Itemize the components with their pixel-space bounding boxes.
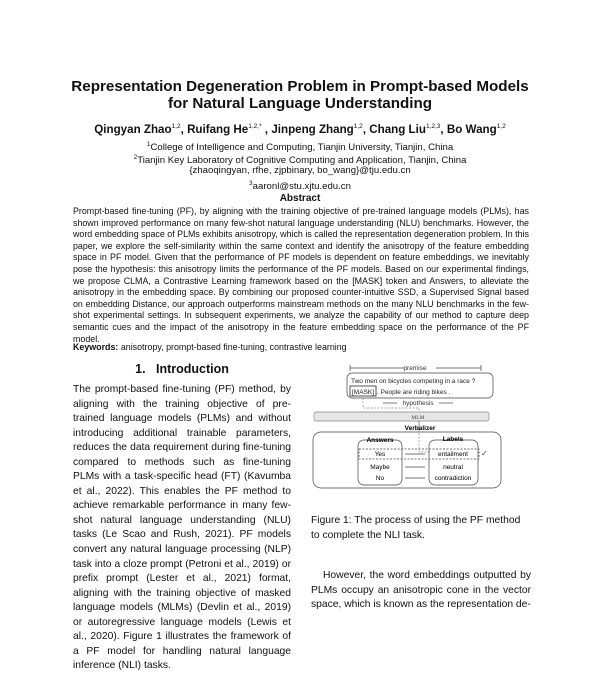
label-neutral: neutral xyxy=(443,464,463,471)
title-line: Representation Degeneration Problem in Prompt-based Models xyxy=(71,78,529,95)
answer-yes: Yes xyxy=(374,451,386,458)
abstract-text: Prompt-based fine-tuning (PF), by aligning with the training objective of pre-trained language models (PLMs), has shown improved performance on many few-shot natural language understanding (NLU) benchmarks. However, the word embedding space of PLMs exhibits anisotropy, which is called the representation degeneration problem. In this paper, we explore the self-similarity within the same context and identify the anisotropy of the feature embedding space in PF model. Given that the performance of PF models is dependent on feature embeddings, we inevitably pose the hypothesis: this anisotropy limits the performance of the PF models. Based on our experimental findings, we propose CLMA, a Contrastive Learning framework based on the [MASK] token and Answers, to alleviate the anisotropy in the embedding space. By combining our proposed counter-intuitive SSD, a Supervised Signal based on embedding Distance, our approach outperforms mainstream methods on the many NLU benchmarks in the few-shot experimental settings. In subsequent experiments, we analyze the capability of our method to capture deep semantic cues and the impact of the anisotropy in the feature embedding space on the performance of the PF model. xyxy=(73,206,529,344)
author: Ruifang $He^{1,2,*}$ xyxy=(187,123,262,136)
author: Jinpeng Zhang$^{1,2}$ xyxy=(271,123,363,136)
answer-maybe: Maybe xyxy=(370,464,390,471)
hypothesis-text: . People are riding bikes . xyxy=(377,389,451,396)
author: Bo Wang$^{1,2}$ xyxy=(446,123,506,136)
answers-label: Answers xyxy=(366,437,394,444)
verbalizer-label: Verbalizer xyxy=(404,425,436,432)
affiliation: $^2$Tianjin Key Laboratory of Cognitive Computing and Application, Tianjin, China xyxy=(133,154,467,167)
affiliation: $^1$College of Intelligence and Computing, Tianjin University, Tianjin, China xyxy=(146,141,454,154)
abstract-heading: Abstract xyxy=(279,193,321,204)
author: Chang Liu$^{1,2,3}$ xyxy=(369,123,441,136)
right-paragraph: However, the word embeddings outputted by PLMs occupy an anisotropic cone in the vector space, which is known as the representation de- xyxy=(311,570,531,611)
label-entailment: entailment xyxy=(438,451,468,458)
author: Qingyan Zhao$^{1,2}$ xyxy=(94,123,181,136)
figure-1-diagram xyxy=(300,355,540,510)
label-contradiction: contradiction xyxy=(434,475,472,482)
premise-text: Two men on bicycles competing in a race ? xyxy=(351,378,476,385)
intro-paragraph: The prompt-based fine-tuning (PF) method, by aligning with the training objective of pre-trained language models (PLMs) and without introducing additional trainable parameters, reduces the data requirement during fine-tuning compared to methods such as fine-tuning PLMs with a task-specific head (FT) (Kavumba et al., 2022). This enables the PF method to achieve remarkable performance in many few-shot natural language understanding (NLU) tasks (Le Scao and Rush, 2021). PF models convert any natural language processing (NLP) task into a cloze prompt (Petroni et al., 2019) or prefix prompt (Lester et al., 2021) format, aligning with the training objective of masked language models (MLMs) (Devlin et al., 2019) or autoregressive language models (Lewis et al., 2020). Figure 1 illustrates the framework of a PF model for handling natural language inference (NLI) tasks. xyxy=(73,384,291,672)
mlm-label: MLM xyxy=(411,415,425,421)
labels-label: Labels xyxy=(442,436,464,443)
author-list: Qingyan Zhao$^{1,2}$, Ruifang $He^{1,2,*}$ , Jinpeng Zhang$^{1,2}$, Chang Liu$^{1,2,3}$, Bo Wang$^{1,2}$ xyxy=(94,123,506,136)
paper-title xyxy=(0,78,600,112)
section-heading: 1. Introduction xyxy=(135,362,229,376)
email: {zhaoqingyan, rfhe, zjpbinary, bo_wang}@tju.edu.cn xyxy=(189,165,411,176)
mask-token: [MASK] xyxy=(352,389,375,396)
email: $^3$aaronl@stu.xjtu.edu.cn xyxy=(249,180,351,193)
title-line: for Natural Language Understanding xyxy=(167,95,433,112)
hypothesis-label: hypothesis xyxy=(402,400,434,407)
check-icon: ✓ xyxy=(481,449,488,458)
figure-caption: Figure 1: The process of using the PF method to complete the NLI task. xyxy=(311,515,521,541)
premise-label: premise xyxy=(403,365,427,372)
answer-no: No xyxy=(375,475,385,482)
keywords: Keywords: anisotropy, prompt-based fine-tuning, contrastive learning xyxy=(73,342,347,352)
